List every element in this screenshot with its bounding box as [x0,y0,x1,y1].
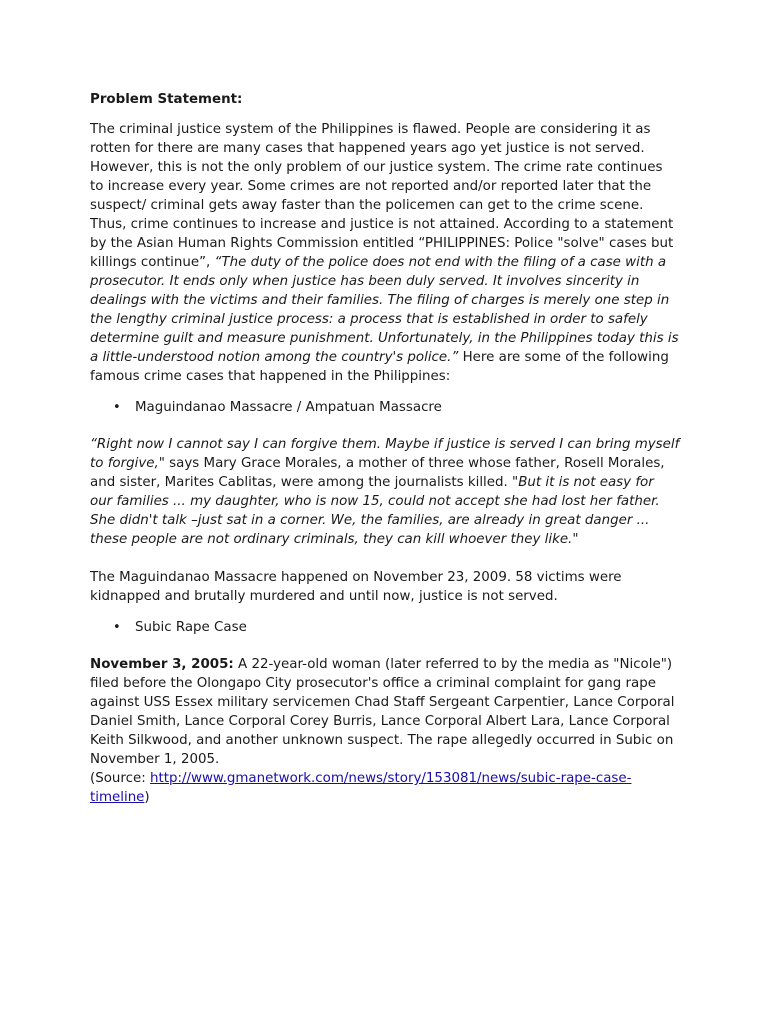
source-prefix: (Source: [90,771,150,786]
document-body [90,90,680,807]
testimony-paragraph [90,435,680,549]
intro-text-end: Here are some of the following famous crime cases that happened in the Philippines: [90,350,669,384]
section-heading: Problem Statement: [90,92,243,107]
case-title: Maguindanao Massacre / Ampatuan Massacre [135,400,442,415]
source-link[interactable]: http://www.gmanetwork.com/news/story/153081/news/subic-rape-case-timeline [90,771,632,805]
timeline-paragraph [90,655,680,807]
testimony-quote-continued: But it is not easy for our families ... my daughter, who is now 15, could not accept she had lost her father. She didn't talk –just sat in a corner. We, the families, are already in great danger ... these people are not ordinary criminals, they can kill whoever they like. [90,475,660,547]
intro-quote: “The duty of the police does not end with the filing of a case with a prosecutor. It ends only when justice has been duly served. It involves sincerity in dealings with the victims and their families. The filing of charges is merely one step in the lengthy criminal justice process: a process that is established in order to safely determine guilt and measure punishment. Unfortunately, in the Philippines today this is a little-understood notion among the country's police.” [90,255,679,365]
bullet-icon: • [113,620,121,635]
intro-text: The criminal justice system of the Philippines is flawed. People are considering it as rotten for there are many cases that happened years ago yet justice is not served. However, this is not the only problem of our justice system. The crime rate continues to increase every year. Some crimes are not reported and/or reported later that the suspect/ criminal gets away faster than the policemen can get to the crime scene. Thus, crime continues to increase and justice is not attained. According to a statement by the Asian Human Rights Commission entitled “PHILIPPINES: Police "solve" cases but killings continue”, [90,122,674,270]
source-suffix: ) [144,790,150,805]
testimony-quote: “Right now I cannot say I can forgive them. Maybe if justice is served I can bring myself to forgive, [90,437,680,471]
timeline-text: A 22-year-old woman (later referred to by the media as "Nicole") filed before the Olongapo City prosecutor's office a criminal complaint for gang rape against USS Essex military servicemen Chad Staff Sergeant Carpentier, Lance Corporal Daniel Smith, Lance Corporal Corey Burris, Lance Corporal Albert Lara, Lance Corporal Keith Silkwood, and another unknown suspect. The rape allegedly occurred in Subic on November 1, 2005. [90,657,675,767]
case-bullet-maguindanao [90,398,680,417]
intro-paragraph [90,120,680,386]
case-bullet-subic [90,618,680,637]
testimony-close-quote: " [572,532,579,547]
case-title: Subic Rape Case [135,620,247,635]
timeline-date: November 3, 2005: [90,657,234,672]
case-summary: The Maguindanao Massacre happened on November 23, 2009. 58 victims were kidnapped and brutally murdered and until now, justice is not served. [90,570,622,604]
bullet-icon: • [113,400,121,415]
testimony-attribution: " says Mary Grace Morales, a mother of three whose father, Rosell Morales, and sister, Marites Cablitas, were among the journalists killed. " [90,456,665,490]
